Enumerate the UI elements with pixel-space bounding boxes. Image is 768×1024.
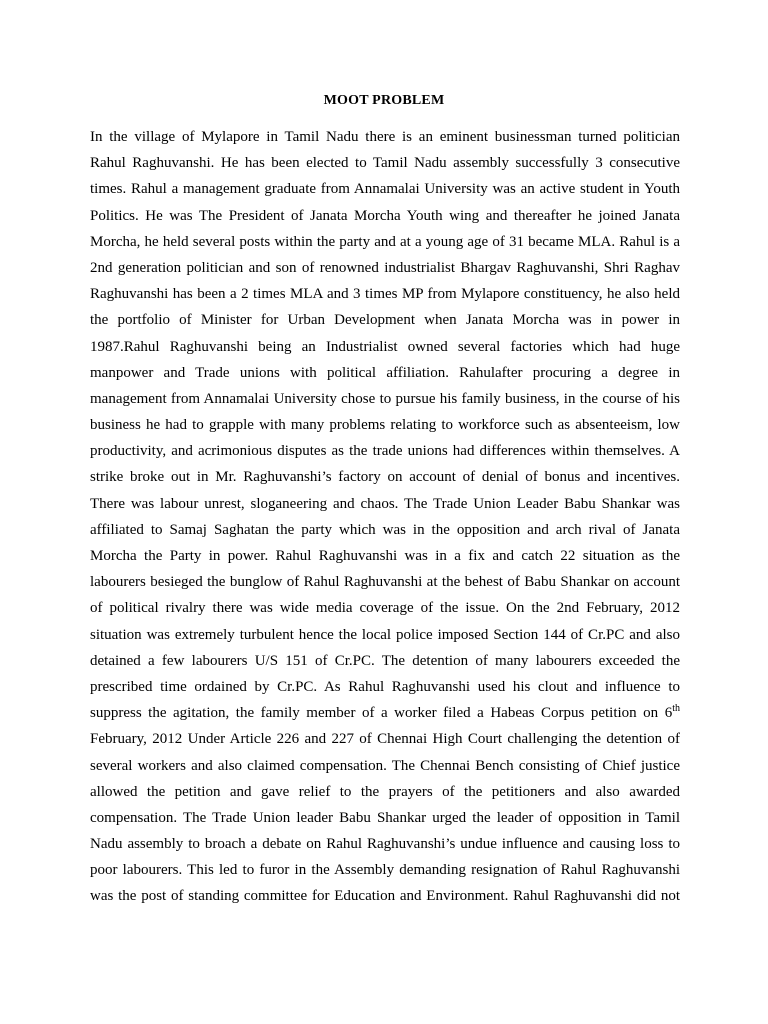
body-line: 2nd generation politician and son of renowned industrialist Bhargav Raghuvanshi, Shri Raghav (90, 259, 680, 276)
document-title: MOOT PROBLEM (323, 93, 445, 108)
body-line: business he had to grapple with many problems relating to workforce such as absenteeism, low (90, 417, 680, 434)
body-line: detained a few labourers U/S 151 of Cr.PC. The detention of many labourers exceeded the (90, 652, 680, 669)
body-line: February, 2012 Under Article 226 and 227 of Chennai High Court challenging the detention of (90, 731, 680, 748)
body-line: prescribed time ordained by Cr.PC. As Rahul Raghuvanshi used his clout and influence to (90, 678, 680, 695)
body-line: manpower and Trade unions with political affiliation. Rahulafter procuring a degree in (90, 364, 680, 381)
body-line: There was labour unrest, sloganeering and chaos. The Trade Union Leader Babu Shankar was (90, 495, 680, 512)
body-line: situation was extremely turbulent hence the local police imposed Section 144 of Cr.PC and also (90, 626, 680, 643)
body-line: productivity, and acrimonious disputes as the trade unions had differences within themselves. A (90, 443, 680, 460)
body-line: 1987.Rahul Raghuvanshi being an Industrialist owned several factories which had huge (90, 338, 680, 355)
body-line: In the village of Mylapore in Tamil Nadu there is an eminent businessman turned politician (90, 129, 680, 145)
body-line: management from Annamalai University chose to pursue his family business, in the course of his (90, 390, 680, 407)
body-line-text: suppress the agitation, the family member of a worker filed a Habeas Corpus petition on 6 (90, 705, 673, 722)
superscript-th: th (672, 703, 680, 715)
body-line: poor labourers. This led to furor in the Assembly demanding resignation of Rahul Raghuvanshi (90, 862, 680, 879)
body-line: the portfolio of Minister for Urban Development when Janata Morcha was in power in (90, 312, 680, 329)
body-line: Morcha the Party in power. Rahul Raghuvanshi was in a fix and catch 22 situation as the (90, 548, 680, 564)
body-line: Rahul Raghuvanshi. He has been elected to Tamil Nadu assembly successfully 3 consecutive (90, 155, 680, 172)
body-line: Politics. He was The President of Janata Morcha Youth wing and thereafter he joined Janata (90, 207, 680, 224)
body-line: strike broke out in Mr. Raghuvanshi’s factory on account of denial of bonus and incentives. (90, 469, 680, 486)
body-line: several workers and also claimed compensation. The Chennai Bench consisting of Chief justice (90, 757, 680, 774)
body-line: was the post of standing committee for Education and Environment. Rahul Raghuvanshi did not (90, 888, 680, 905)
body-line: compensation. The Trade Union leader Babu Shankar urged the leader of opposition in Tamil (90, 809, 680, 826)
body-line-with-superscript (90, 700, 680, 726)
body-line: allowed the petition and gave relief to the prayers of the petitioners and also awarded (90, 783, 680, 800)
body-line: affiliated to Samaj Saghatan the party which was in the opposition and arch rival of Janata (90, 521, 680, 538)
body-line: Nadu assembly to broach a debate on Rahul Raghuvanshi’s undue influence and causing loss to (90, 836, 680, 853)
body-line: Morcha, he held several posts within the party and at a young age of 31 became MLA. Rahul is a (90, 233, 680, 250)
body-line: of political rivalry there was wide media coverage of the issue. On the 2nd February, 2012 (90, 600, 680, 617)
document-body (90, 124, 680, 910)
body-line: times. Rahul a management graduate from Annamalai University was an active student in Youth (90, 181, 680, 198)
body-line: Raghuvanshi has been a 2 times MLA and 3 times MP from Mylapore constituency, he also held (90, 286, 680, 303)
body-line: labourers besieged the bunglow of Rahul Raghuvanshi at the behest of Babu Shankar on account (90, 574, 680, 591)
